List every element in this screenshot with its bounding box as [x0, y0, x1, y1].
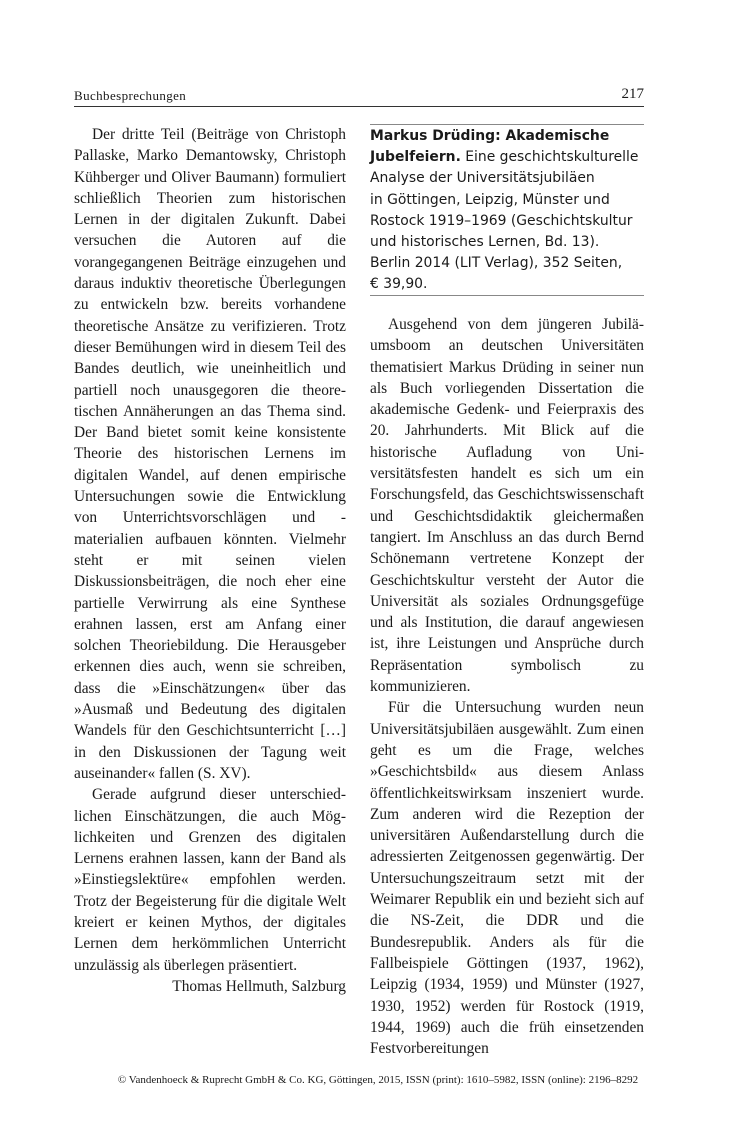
- book-line-text: und historisches Lernen, Bd. 13).: [370, 234, 600, 251]
- book-line: [370, 232, 644, 253]
- book-line: [370, 190, 644, 211]
- book-entry-rule-top: [370, 124, 644, 125]
- book-title-bold: Markus Drüding: Akademische: [370, 128, 610, 144]
- book-line-text: € 39,90.: [370, 276, 428, 293]
- book-title-bold: Jubelfeiern.: [370, 149, 461, 166]
- book-line-text: in Göttingen, Leipzig, Münster und: [370, 191, 610, 208]
- book-line: [370, 147, 644, 168]
- page-number: 217: [621, 86, 644, 102]
- book-entry-rule-bottom: [370, 295, 644, 296]
- book-entry: [370, 126, 644, 296]
- reviewer-signature: Thomas Hellmuth, Salzburg: [172, 977, 346, 995]
- book-line: [370, 168, 644, 189]
- header-rule: [74, 106, 644, 107]
- section-label: Buchbesprechungen: [74, 88, 187, 103]
- book-line: [370, 126, 644, 147]
- left-column: [74, 124, 346, 997]
- book-line: [370, 274, 644, 295]
- left-paragraph-2: Gerade aufgrund dieser unterschiedlichen Einschätzungen, die auch Möglichkeiten und Grenzen des digitalen Lernens erahnen lassen, kann der Band als »Einstiegslektüre« empfohlen werden. Trotz der Begeisterung für die digitale Welt kreiert er keinen Mythos, der digitales Lernen dem herkömmlichen Unterricht unzulässig als überlegen präsentiert.: [74, 786, 346, 974]
- running-header: [74, 88, 644, 108]
- copyright-footer: © Vandenhoeck & Ruprecht GmbH & Co. KG, Göttingen, 2015, ISSN (print): 1610–5982, ISSN (online): 2196–8292: [117, 1074, 639, 1086]
- book-line-text: Berlin 2014 (LIT Verlag), 352 Seiten,: [370, 255, 623, 272]
- book-line: [370, 253, 644, 274]
- book-line-text: Rostock 1919–1969 (Geschichtskultur: [370, 212, 633, 229]
- left-paragraph-1: Der dritte Teil (Beiträge von Christoph Pallaske, Marko Demantowsky, Christoph Kühberger und Oliver Baumann) formuliert schließlich Theorien zum historischen Lernen in der digitalen Zukunft. Dabei versuchen die Autoren auf die vorangegangenen Beiträge einzugehen und daraus induktiv theoretische Überlegungen zu entwickeln bzw. bereits vorhandene theoretische Ansätze zu verifizieren. Trotz dieser Bemühungen wird in diesem Teil des Bandes deutlich, wie uneinheitlich und partiell noch unausgegoren die theoretischen Annäherungen an das Thema sind. Der Band bietet somit keine konsistente Theorie des historischen Lernens im digitalen Wandel, auf denen empirische Untersuchungen sowie die Entwicklung von Unterrichtsvorschlägen und -materialien aufbauen könnten. Vielmehr steht er mit seinen vielen Diskussionsbeiträgen, die noch eher eine partielle Verwirrung als eine Synthese erahnen lassen, erst am Anfang einer solchen Theoriebildung. Die Herausgeber erkennen dies auch, wenn sie schreiben, dass die »Einschätzungen« über das »Ausmaß und Bedeutung des digitalen Wandels für den Geschichtsunterricht […] in den Diskussionen der Tagung weit auseinander« fallen (S. XV).: [74, 126, 346, 782]
- right-paragraph-2: Für die Untersuchung wurden neun Universitätsjubiläen ausgewählt. Zum einen geht es um die Frage, welches »Geschichtsbild« aus diesem Anlass öffentlichkeitswirksam inszeniert wurde. Zum anderen wird die Rezeption der universitären Außendarstellung durch die adressierten Zeitgenossen gegenwärtig. Der Untersuchungszeitraum setzt mit der Weimarer Republik ein und bezieht sich auf die NS-Zeit, die DDR und die Bundesrepublik. Anders als für die Fallbeispiele Göttingen (1937, 1962), Leipzig (1934, 1959) und Münster (1927, 1930, 1952) werden für Rostock (1919, 1944, 1969) auch die früh einsetzenden Festvorbereitungen: [370, 699, 644, 1058]
- book-line-text: Analyse der Universitätsjubiläen: [370, 170, 595, 187]
- book-line: [370, 211, 644, 232]
- right-paragraph-1: Ausgehend von dem jüngeren Jubiläumsboom an deutschen Universitäten thematisiert Markus Drüding in seiner nun als Buch vorliegenden Dissertation die akademische Gedenk- und Feierpraxis des 20. Jahrhunderts. Mit Blick auf die historische Aufladung von Universitätsfesten handelt es sich um ein Forschungsfeld, das Geschichtswissenschaft und Geschichtsdidaktik gleichermaßen tangiert. Im Anschluss an das durch Bernd Schönemann vertretene Konzept der Geschichtskultur versteht der Autor die Universität als soziales Ordnungsgefüge und als Institution, die darauf angewiesen ist, ihre Leistungen und Ansprüche durch Repräsentation symbolisch zu kommunizieren.: [370, 316, 644, 696]
- right-column: [370, 314, 644, 1059]
- book-line-text: Eine geschichtskulturelle: [460, 149, 639, 166]
